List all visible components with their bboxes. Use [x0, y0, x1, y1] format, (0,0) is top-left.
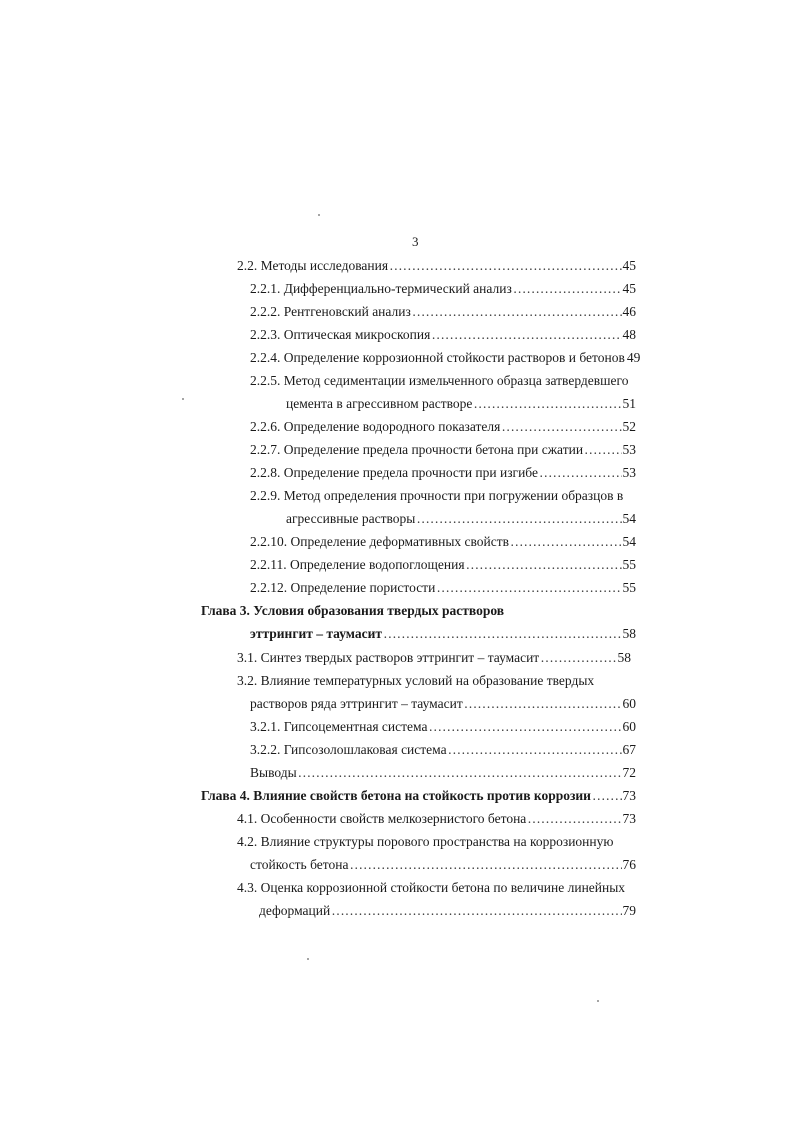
toc-entry-text: 4.3. Оценка коррозионной стойкости бетона по величине линейных	[237, 880, 626, 895]
toc-entry-2-2-5-cont[interactable]	[286, 396, 636, 412]
toc-entry-page: 72	[622, 765, 636, 780]
toc-entry-2-2-6[interactable]	[250, 419, 636, 435]
toc-entry-4-1[interactable]	[237, 811, 636, 827]
toc-entry-page: 60	[622, 719, 636, 734]
toc-entry-text: деформаций	[259, 903, 331, 918]
toc-leader-dots	[389, 258, 621, 274]
toc-entry-4-3[interactable]	[237, 880, 625, 896]
toc-entry-text: 2.2.2. Рентгеновский анализ	[250, 304, 411, 319]
toc-chapter-3[interactable]	[201, 603, 504, 619]
toc-entry-4-3-cont[interactable]	[259, 903, 636, 919]
toc-entry-page: 53	[622, 465, 636, 480]
toc-entry-text: 2.2.4. Определение коррозионной стойкости растворов и бетонов	[250, 350, 625, 365]
toc-entry-page: 79	[622, 903, 636, 918]
toc-entry-text: 2.2.11. Определение водопоглощения	[250, 557, 465, 572]
toc-entry-text: 3.2.1. Гипсоцементная система	[250, 719, 428, 734]
toc-chapter-3-cont[interactable]	[250, 626, 636, 642]
toc-leader-dots	[448, 742, 622, 758]
toc-entry-text: 4.2. Влияние структуры порового пространства на коррозионную	[237, 834, 614, 849]
toc-leader-dots	[412, 304, 622, 320]
scan-speck	[318, 214, 320, 216]
toc-leader-dots	[540, 650, 616, 666]
toc-leader-dots	[416, 511, 621, 527]
toc-entry-text: агрессивные растворы	[286, 511, 416, 526]
toc-entry-text: 3.1. Синтез твердых растворов эттрингит – таумасит	[237, 650, 540, 665]
toc-entry-page: 46	[622, 304, 636, 319]
toc-entry-text: растворов ряда эттрингит – таумасит	[250, 696, 463, 711]
toc-leader-dots	[466, 557, 622, 573]
toc-entry-text: 3.2. Влияние температурных условий на образование твердых	[237, 673, 595, 688]
toc-leader-dots	[501, 419, 621, 435]
toc-entry-2-2-9-cont[interactable]	[286, 511, 636, 527]
toc-entry-text: Выводы	[250, 765, 297, 780]
scan-speck	[597, 1000, 599, 1002]
toc-entry-2-2-9[interactable]	[250, 488, 623, 504]
toc-entry-page: 45	[622, 258, 636, 273]
toc-entry-2-2-10[interactable]	[250, 534, 636, 550]
toc-leader-dots	[464, 696, 622, 712]
toc-leader-dots	[383, 626, 621, 642]
toc-entry-text: 3.2.2. Гипсозолошлаковая система	[250, 742, 447, 757]
toc-entry-4-2-cont[interactable]	[250, 857, 636, 873]
toc-entry-text: цемента в агрессивном растворе	[286, 396, 473, 411]
toc-entry-page: 60	[622, 696, 636, 711]
toc-entry-page: 51	[622, 396, 636, 411]
toc-entry-page: 48	[622, 327, 636, 342]
toc-leader-dots	[513, 281, 622, 297]
toc-leader-dots	[436, 580, 621, 596]
toc-entry-2-2-7[interactable]	[250, 442, 636, 458]
toc-chapter-4[interactable]	[201, 788, 636, 804]
toc-entry-page: 53	[622, 442, 636, 457]
toc-entry-page: 55	[622, 557, 636, 572]
toc-leader-dots	[584, 442, 621, 458]
toc-entry-4-2[interactable]	[237, 834, 613, 850]
toc-entry-text: 2.2.1. Дифференциально-термический анализ	[250, 281, 512, 296]
toc-entry-page: 58	[617, 650, 631, 665]
toc-entry-page: 73	[622, 811, 636, 826]
toc-entry-text: 2.2.10. Определение деформативных свойств	[250, 534, 510, 549]
toc-entry-page: 73	[622, 788, 636, 803]
toc-entry-text: 2.2.5. Метод седиментации измельченного образца затвердевшего	[250, 373, 629, 388]
toc-entry-3-2[interactable]	[237, 673, 594, 689]
toc-entry-text: 2.2.6. Определение водородного показателя	[250, 419, 501, 434]
toc-entry-text: 4.1. Особенности свойств мелкозернистого бетона	[237, 811, 527, 826]
toc-entry-text: Глава 3. Условия образования твердых растворов	[201, 603, 505, 618]
toc-entry-text: 2.2.9. Метод определения прочности при погружении образцов в	[250, 488, 624, 503]
toc-entry-page: 58	[622, 626, 636, 641]
scan-speck	[307, 958, 309, 960]
toc-entry-page: 55	[622, 580, 636, 595]
toc-entry-2-2-4[interactable]	[250, 350, 641, 366]
toc-entry-3-2-1[interactable]	[250, 719, 636, 735]
toc-leader-dots	[473, 396, 621, 412]
toc-entry-page: 49	[626, 350, 641, 365]
toc-entry-2-2-3[interactable]	[250, 327, 636, 343]
toc-entry-2-2-12[interactable]	[250, 580, 636, 596]
page-number: 3	[412, 234, 419, 249]
toc-entry-3-2-2[interactable]	[250, 742, 636, 758]
toc-leader-dots	[592, 788, 622, 804]
toc-entry-page: 54	[622, 534, 636, 549]
toc-entry-2-2-5[interactable]	[250, 373, 629, 389]
toc-entry-2-2-1[interactable]	[250, 281, 636, 297]
toc-entry-3-2-cont[interactable]	[250, 696, 636, 712]
toc-leader-dots	[331, 903, 621, 919]
toc-entry-page: 45	[622, 281, 636, 296]
toc-entry-text: Глава 4. Влияние свойств бетона на стойкость против коррозии	[201, 788, 591, 803]
toc-entry-text: 2.2.12. Определение пористости	[250, 580, 436, 595]
toc-entry-text: эттрингит – таумасит	[250, 626, 383, 641]
toc-leader-dots	[539, 465, 622, 481]
toc-entry-2-2[interactable]	[237, 258, 636, 274]
toc-entry-page: 52	[622, 419, 636, 434]
toc-entry-text: стойкость бетона	[250, 857, 349, 872]
toc-entry-text: 2.2.8. Определение предела прочности при изгибе	[250, 465, 538, 480]
toc-entry-2-2-8[interactable]	[250, 465, 636, 481]
toc-entry-page: 67	[622, 742, 636, 757]
toc-entry-2-2-2[interactable]	[250, 304, 636, 320]
toc-leader-dots	[298, 765, 622, 781]
scan-speck	[182, 398, 184, 400]
toc-leader-dots	[527, 811, 621, 827]
toc-entry-conclusions[interactable]	[250, 765, 636, 781]
toc-leader-dots	[510, 534, 621, 550]
toc-entry-text: 2.2. Методы исследования	[237, 258, 389, 273]
toc-entry-text: 2.2.3. Оптическая микроскопия	[250, 327, 431, 342]
toc-entry-2-2-11[interactable]	[250, 557, 636, 573]
toc-entry-page: 76	[622, 857, 636, 872]
toc-entry-text: 2.2.7. Определение предела прочности бетона при сжатии	[250, 442, 584, 457]
toc-leader-dots	[428, 719, 621, 735]
toc-leader-dots	[431, 327, 621, 343]
toc-entry-page: 54	[622, 511, 636, 526]
toc-leader-dots	[349, 857, 621, 873]
toc-entry-3-1[interactable]	[237, 650, 631, 666]
